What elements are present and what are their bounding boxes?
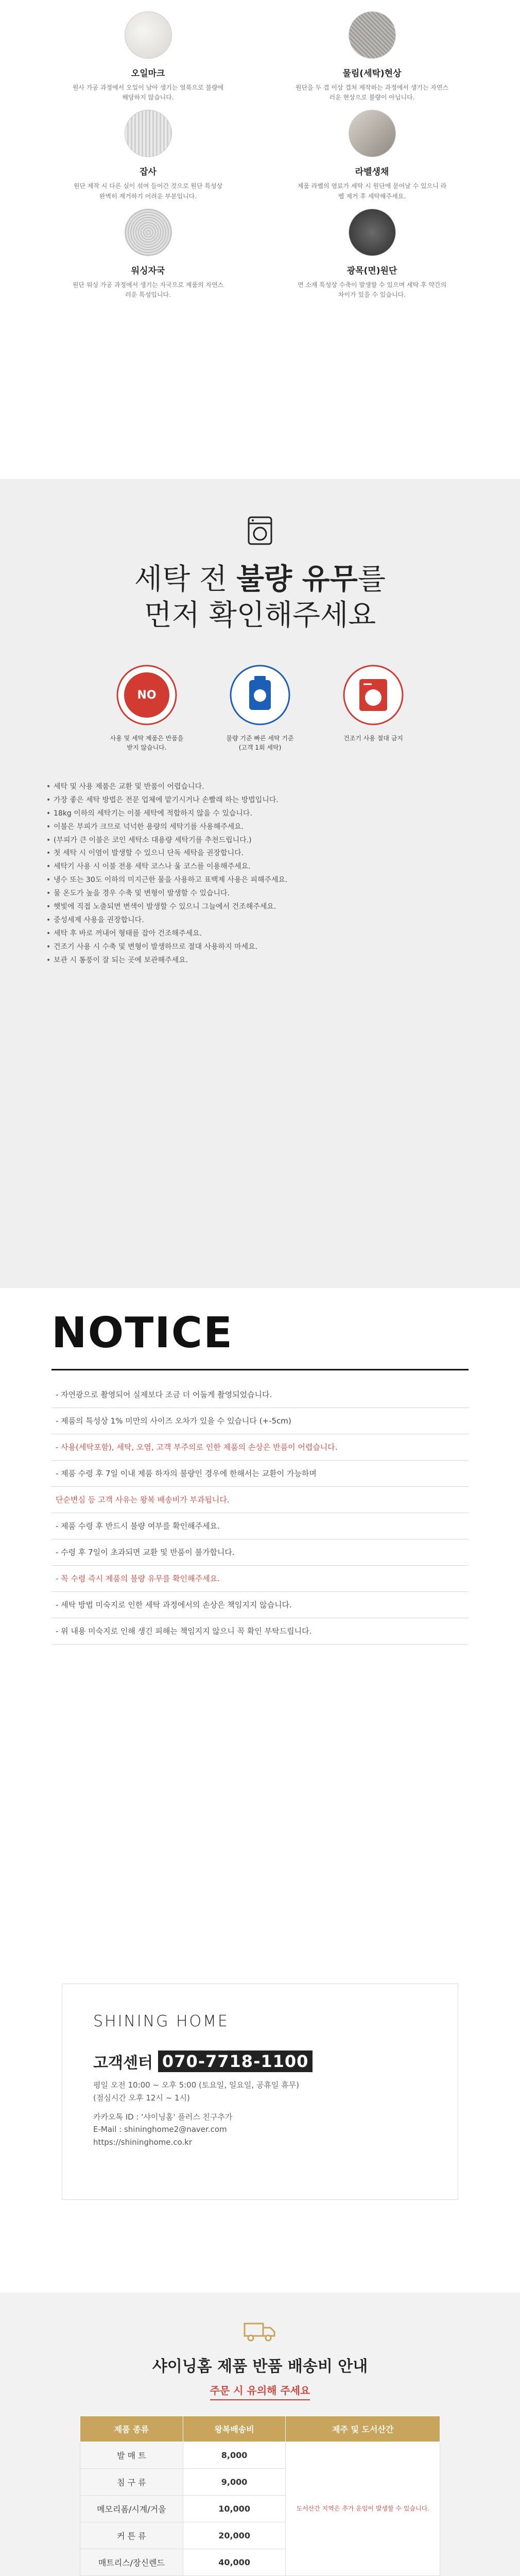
fabric-swatch-image	[349, 209, 396, 256]
notice-row: - 수령 후 7일이 초과되면 교환 및 반품이 불가합니다.	[51, 1539, 469, 1566]
price-cell: 9,000	[183, 2469, 286, 2496]
laundry-standard	[221, 665, 299, 752]
defect-title: 워싱자국	[131, 265, 165, 276]
notice-row: - 자연광으로 촬영되어 실제보다 조금 더 어둡게 촬영되었습니다.	[51, 1382, 469, 1408]
wash-instruction: • 세탁 및 사용 제품은 교환 및 반품이 어렵습니다.	[46, 781, 474, 794]
item-cell: 매트리스/장신렌드	[80, 2549, 183, 2576]
fabric-swatch-image	[125, 110, 172, 157]
fabric-swatch-image	[349, 110, 396, 157]
cs-phone-number[interactable]: 070-7718-1100	[158, 2050, 313, 2072]
defect-description: 원단 제작 시 다른 실이 섞여 들어간 것으로 원단 특성상 완벽히 제거하기 어려운 부분입니다.	[73, 182, 223, 200]
defect-title: 광목(면)원단	[346, 265, 397, 276]
wash-instruction: • 이불은 부피가 크므로 넉넉한 용량의 세탁기를 사용해주세요.	[46, 821, 474, 834]
notice-row: - 꼭 수령 즉시 제품의 불량 유무를 확인해주세요.	[51, 1566, 469, 1592]
detergent-icon	[230, 665, 290, 725]
icon-caption: 건조기 사용 절대 금지	[343, 735, 403, 742]
contact-section	[0, 1891, 520, 2293]
no-dryer	[335, 665, 412, 752]
inspect-before-wash-section	[0, 479, 520, 1288]
wash-instruction: • 냉수 또는 30도 이하의 미지근한 물을 사용하고 표백제 사용은 피해주세요.	[46, 874, 474, 887]
defect-item	[270, 11, 474, 103]
wash-instruction: • (부피가 큰 이불은 코인 세탁소 대용량 세탁기를 추천드립니다.)	[46, 834, 474, 848]
wash-instruction: • 세탁기 사용 시 이불 전용 세탁 코스나 울 코스를 이용해주세요.	[46, 860, 474, 874]
col-header: 제품 종류	[80, 2416, 183, 2442]
fabric-swatch-image	[125, 209, 172, 256]
defect-description: 원단 워싱 가공 과정에서 생기는 자국으로 제품의 자연스러운 특성입니다.	[72, 281, 224, 298]
price-cell: 10,000	[183, 2496, 286, 2522]
wash-icons-row	[36, 665, 484, 752]
defect-title: 라벨생채	[355, 167, 389, 178]
cs-hours: 평일 오전 10:00 ~ 오후 5:00 (토요일, 일요일, 공휴일 휴무)	[93, 2080, 299, 2090]
defect-item	[46, 11, 250, 103]
icon-caption: 사용 및 세탁 제품은 반품을 받지 않습니다.	[110, 735, 184, 751]
return-fee-section	[0, 2293, 520, 2576]
notice-row: - 제품의 특성상 1% 미만의 사이즈 오차가 있을 수 있습니다 (+-5cm)	[51, 1408, 469, 1434]
wash-instruction: • 첫 세탁 시 이염이 발생할 수 있으니 단독 세탁을 권장합니다.	[46, 847, 474, 860]
contact-card	[62, 1984, 458, 2200]
notice-title: NOTICE	[51, 1309, 469, 1370]
defect-item	[270, 209, 474, 300]
notice-row: - 사용(세탁포함), 세탁, 오염, 고객 부주의로 인한 제품의 손상은 반품이 어렵습니다.	[51, 1434, 469, 1461]
price-cell: 40,000	[183, 2549, 286, 2576]
cs-label: 고객센터	[93, 2054, 153, 2072]
cs-lunch: (점심시간 오후 12시 ~ 1시)	[93, 2093, 190, 2103]
notice-row: - 제품 수령 후 7일 이내 제품 하자의 불량인 경우에 한해서는 교환이 가능하며	[51, 1461, 469, 1487]
defect-description: 원단을 두 겹 이상 겹쳐 제작하는 과정에서 생기는 자연스러운 현상으로 불량이 아닙니다.	[295, 84, 449, 101]
notice-row: - 제품 수령 후 반드시 불량 여부를 확인해주세요.	[51, 1513, 469, 1539]
website-link[interactable]: https://shininghome.co.kr	[93, 2138, 193, 2147]
fee-title: 샤이닝홈 제품 반품 배송비 안내	[152, 2358, 368, 2376]
price-cell: 8,000	[183, 2442, 286, 2469]
customer-center-line	[93, 2050, 427, 2073]
price-cell: 20,000	[183, 2522, 286, 2549]
truck-icon	[244, 2318, 276, 2343]
fabric-defect-guide	[0, 0, 520, 479]
icon-caption: 물량 기준 빠른 세탁 기준 (고객 1회 세탁)	[226, 735, 294, 751]
defect-item	[270, 110, 474, 201]
table-row	[80, 2442, 440, 2469]
defect-description: 면 소재 특성상 수축이 발생할 수 있으며 세탁 후 약간의 차이가 있을 수 있습니다.	[297, 281, 447, 298]
item-cell: 커 튼 류	[80, 2522, 183, 2549]
no-return-after-use	[108, 665, 185, 752]
defect-item	[46, 209, 250, 300]
hand-stop-icon	[116, 665, 177, 725]
wash-instruction: • 햇빛에 직접 노출되면 변색이 발생할 수 있으니 그늘에서 건조해주세요.	[46, 901, 474, 914]
brand-logo: SHINING HOME	[93, 2012, 229, 2030]
island-note-cell: 도서산간 지역은 추가 운임이 발생할 수 있습니다.	[286, 2442, 440, 2576]
item-cell: 침 구 류	[80, 2469, 183, 2496]
item-cell: 발 매 트	[80, 2442, 183, 2469]
wash-instruction: • 중성세제 사용을 권장합니다.	[46, 914, 474, 927]
defect-title: 잡사	[140, 167, 157, 178]
defect-item	[46, 110, 250, 201]
notice-row: 단순변심 등 고객 사유는 왕복 배송비가 부과됩니다.	[51, 1487, 469, 1513]
svg-text:NO: NO	[137, 689, 157, 702]
notice-row: - 위 내용 미숙지로 인해 생긴 피해는 책임지지 않으니 꼭 확인 부탁드립니다.	[51, 1618, 469, 1645]
wash-instruction: • 세탁 후 바로 꺼내어 형태를 잡아 건조해주세요.	[46, 927, 474, 941]
kakao-id: 카카오톡 ID : '샤이닝홈' 플러스 친구추가	[93, 2112, 233, 2122]
washing-machine-icon	[245, 515, 275, 546]
defect-title: 물림(세탁)현상	[342, 69, 402, 79]
col-header: 왕복배송비	[183, 2416, 286, 2442]
notice-list	[51, 1382, 469, 1645]
defect-description: 원사 가공 과정에서 오일이 남아 생기는 얼룩으로 불량에 해당하지 않습니다.	[72, 84, 224, 101]
fabric-swatch-image	[349, 11, 396, 59]
wash-instruction: • 가장 좋은 세탁 방법은 전문 업체에 맡기시거나 손빨래 하는 방법입니다.	[46, 794, 474, 807]
col-header: 제주 및 도서산간	[286, 2416, 440, 2442]
defect-title: 오일마크	[131, 69, 165, 79]
fee-table	[80, 2416, 440, 2576]
fee-subtitle: 주문 시 유의해 주세요	[210, 2382, 310, 2400]
wash-instruction: • 18kg 이하의 세탁기는 이불 세탁에 적합하지 않을 수 있습니다.	[46, 807, 474, 821]
wash-instruction: • 물 온도가 높을 경우 수축 및 변형이 발생할 수 있습니다.	[46, 887, 474, 901]
notice-row: - 세탁 방법 미숙지로 인한 세탁 과정에서의 손상은 책임지지 않습니다.	[51, 1592, 469, 1618]
item-cell: 메모리폼/시계/거울	[80, 2496, 183, 2522]
wash-instruction: • 건조기 사용 시 수축 및 변형이 발생하므로 절대 사용하지 마세요.	[46, 941, 474, 954]
inspect-headline: 세탁 전 불량 유무를 먼저 확인해주세요	[134, 563, 386, 632]
defect-description: 제품 라벨의 염료가 세탁 시 원단에 묻어날 수 있으니 라벨 제거 후 세탁해주세요.	[297, 182, 447, 200]
dryer-icon	[343, 665, 404, 725]
fabric-swatch-image	[125, 11, 172, 59]
wash-instructions-list	[36, 781, 484, 967]
notice-section	[0, 1288, 520, 1891]
wash-instruction: • 보관 시 통풍이 잘 되는 곳에 보관해주세요.	[46, 954, 474, 968]
email-address[interactable]: E-Mail : shininghome2@naver.com	[93, 2125, 227, 2134]
